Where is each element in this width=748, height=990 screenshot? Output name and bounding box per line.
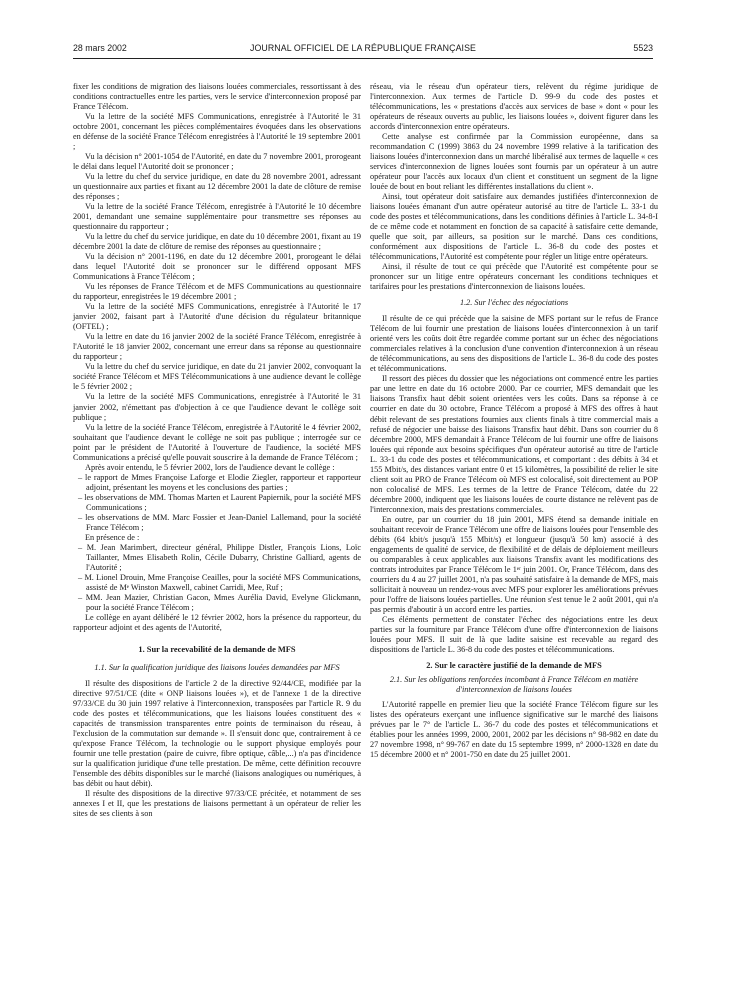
paragraph: Vu la lettre de la société France Télécom, enregistrée à l'Autorité le 4 février 2002, souhaitant que l'audience devant le collège ne soit pas publique ; interrogée sur ce point par le président de l'Autorité à l'ouverture de l'audience, la société MFS Communications a précisé qu'elle pouvait souscrire à la demande de France Télécom ;	[73, 422, 361, 462]
subsection-heading: 1.2. Sur l'échec des négociations	[459, 298, 569, 308]
paragraph: Ainsi, il résulte de tout ce qui précède que l'Autorité est compétente pour se prononcer sur un litige entre opérateurs concernant les conditions techniques et tarifaires pour les prestations d'interconnexion de liaisons louées.	[370, 262, 658, 292]
list-item: – le rapport de Mmes Françoise Laforge et Elodie Ziegler, rapporteur et rapporteur adjoint, présentant les moyens et les conclusions des parties ;	[78, 472, 361, 492]
paragraph: Ainsi, tout opérateur doit satisfaire aux demandes justifiées d'interconnexion de liaisons louées émanant d'un autre opérateur autorisé au titre de l'article L. 33-1 du code des postes et télécommunications, dans les conditions définies à l'article L. 34-8-I de ce même code et notamment en fonction de sa capacité à satisfaire cette demande, quelle que soit, par ailleurs, sa position sur le marché. Dans ces conditions, conformément aux dispositions de l'article L. 36-8 du code des postes et télécommunications, l'Autorité est compétente pour régler un litige entre opérateurs.	[370, 192, 658, 262]
presence-list	[73, 543, 361, 613]
paragraph: Il résulte des dispositions de l'article 2 de la directive 92/44/CE, modifiée par la directive 97/51/CE (dite « ONP liaisons louées »), et de l'annexe 1 de la directive 97/33/CE du 30 juin 1997 relative à l'interconnexion, transposées par l'article R. 9 du code des postes et télécommunications, que les liaisons louées constituent des « capacités de transmission transparentes entre points de terminaison du réseau, à l'exclusion de la commutation sur demande ». Il s'ensuit donc que, contrairement à ce qu'expose France Télécom, la technologie ou le support physique employés pour fournir une telle prestation (paire de cuivre, fibre optique, câble,...) n'a pas d'incidence sur la qualification juridique d'une telle prestation. De même, cette définition recouvre l'ensemble des débits disponibles sur le marché (liaisons analogiques ou numériques, à bas débit ou haut débit).	[73, 678, 361, 789]
paragraph: Vu la lettre en date du 16 janvier 2002 de la société France Télécom, enregistrée à l'Autorité le 18 janvier 2002, concernant une erreur dans sa réponse au questionnaire du rapporteur ;	[73, 332, 361, 362]
paragraph: Vu la lettre de la société MFS Communications, enregistrée à l'Autorité le 31 janvier 2002, n'émettant pas d'objection à ce que l'audience devant le collège soit publique ;	[73, 392, 361, 422]
paragraph: Il résulte de ce qui précède que la saisine de MFS portant sur le refus de France Télécom de lui fournir une prestation de liaisons louées d'interconnexion à un tarif orienté vers les coûts doit être regardée comme portant sur un échec des négociations commerciales relatives à la conclusion d'une convention d'interconnexion à un réseau de télécommunications, au sens des dispositions de l'article L. 36-8 du code des postes et télécommunications.	[370, 314, 658, 374]
paragraph: Vu la lettre de la société France Télécom, enregistrée à l'Autorité le 10 décembre 2001, demandant une semaine supplémentaire pour transmettre ses réponses au questionnaire du rapporteur ;	[73, 202, 361, 232]
header-date: 28 mars 2002	[73, 43, 127, 53]
paragraph: L'Autorité rappelle en premier lieu que la société France Télécom figure sur les listes des opérateurs exerçant une influence significative sur le marché des liaisons prévues par le 7° de l'article L. 36-7 du code des postes et télécommunications et établies pour les années 1999, 2000, 2001, 2002 par les décisions n° 98-982 en date du 27 novembre 1998, n° 99-767 en date du 15 septembre 1999, n° 2000-1328 en date du 15 décembre 2000 et n° 2001-750 en date du 25 juillet 2001.	[370, 699, 658, 759]
paragraph: En présence de :	[85, 532, 140, 542]
paragraph: Vu la décision n° 2001-1054 de l'Autorité, en date du 7 novembre 2001, prorogeant le délai dans lequel l'Autorité doit se prononcer ;	[73, 152, 361, 172]
subsection-heading: 2.1. Sur les obligations renforcées incombant à France Télécom en matière d'interconnexion de liaisons louées	[389, 674, 639, 694]
section-heading: 2. Sur le caractère justifié de la demande de MFS	[426, 660, 602, 670]
paragraph: réseau, via le réseau d'un opérateur tiers, relèvent du régime juridique de l'interconnexion. Aux termes de l'article D. 99-9 du code des postes et télécommunications, les « prestations d'accès aux services de base » dont « pour les opérateurs de réseaux ouverts au public, les liaisons louées », doivent figurer dans les accords d'interconnexion entre opérateurs.	[370, 82, 658, 132]
paragraph: Après avoir entendu, le 5 février 2002, lors de l'audience devant le collège :	[85, 462, 335, 472]
left-column	[73, 82, 361, 819]
list-item: – les observations de MM. Thomas Marten et Laurent Papiernik, pour la société MFS Communications ;	[78, 492, 361, 512]
page-number: 5523	[633, 43, 653, 53]
paragraph: Vu la lettre de la société MFS Communications, enregistrée à l'Autorité le 31 octobre 2001, concernant les pièces complémentaires évoquées dans les observations en défense de la société France Télécom enregistrées à l'Autorité le 19 septembre 2001 ;	[73, 112, 361, 152]
paragraph: fixer les conditions de migration des liaisons louées commerciales, ressortissant à des conditions contractuelles entre les parties, vers le service d'interconnexion proposé par France Télécom.	[73, 82, 361, 112]
paragraph: Cette analyse est confirmée par la Commission européenne, dans sa recommandation C (1999) 3863 du 24 novembre 1999 relative à la tarification des liaisons louées d'interconnexion dans un marché libéralisé aux termes de laquelle « ces services d'interconnexion de lignes louées sont fournis par un opérateur à un autre opérateur pour l'accès aux locaux d'un client et constituent un segment de la ligne louée de bout en bout reliant les différentes installations du client ».	[370, 132, 658, 192]
section-heading: 1. Sur la recevabilité de la demande de MFS	[138, 644, 296, 654]
paragraph: Vu la lettre du chef du service juridique, en date du 10 décembre 2001, fixant au 19 décembre 2001 la date de clôture de remise des réponses au questionnaire ;	[73, 232, 361, 252]
heard-list	[73, 473, 361, 533]
paragraph: Vu la lettre de la société MFS Communications, enregistrée à l'Autorité le 17 janvier 2002, faisant part à l'Autorité d'une décision du régulateur britannique (OFTEL) ;	[73, 302, 361, 332]
list-item: – M. Lionel Drouin, Mme Françoise Ceailles, pour la société MFS Communications, assisté de Mᵉ Winston Maxwell, cabinet Carridi, Mee, Ruf ;	[78, 572, 361, 592]
subsection-heading: 1.1. Sur la qualification juridique des liaisons louées demandées par MFS	[94, 662, 340, 672]
paragraph: Vu la décision n° 2001-1196, en date du 12 décembre 2001, prorogeant le délai dans lequel l'Autorité doit se prononcer sur le différend opposant MFS Communications à France Télécom ;	[73, 252, 361, 282]
list-item: – les observations de MM. Marc Fossier et Jean-Daniel Lallemand, pour la société France Télécom ;	[78, 512, 361, 532]
paragraph: Le collège en ayant délibéré le 12 février 2002, hors la présence du rapporteur, du rapporteur adjoint et des agents de l'Autorité,	[73, 612, 361, 632]
list-item: – MM. Jean Mazier, Christian Gacon, Mmes Aurélia David, Evelyne Glickmann, pour la société France Télécom ;	[78, 592, 361, 612]
paragraph: Ces éléments permettent de constater l'échec des négociations entre les deux parties sur la fourniture par France Télécom d'une offre d'interconnexion de liaisons louées pour MFS. Il suit de là que ladite saisine est recevable au regard des dispositions de l'article L. 36-8 du code des postes et télécommunications.	[370, 614, 658, 654]
paragraph: Vu la lettre du chef du service juridique, en date du 28 novembre 2001, adressant un questionnaire aux parties et fixant au 12 décembre 2001 la date de clôture de remise des réponses ;	[73, 172, 361, 202]
list-item: – M. Jean Marimbert, directeur général, Philippe Distler, François Lions, Loïc Taillanter, Mmes Elisabeth Rolin, Cécile Dubarry, Christine Galliard, agents de l'Autorité ;	[78, 542, 361, 572]
paragraph: Il résulte des dispositions de la directive 97/33/CE précitée, et notamment de ses annexes I et II, que les prestations de liaisons permettant à un opérateur de relier les sites de ses clients à son	[73, 789, 361, 819]
right-column	[370, 82, 658, 760]
page-header	[73, 43, 653, 57]
journal-title: JOURNAL OFFICIEL DE LA RÉPUBLIQUE FRANÇAISE	[249, 43, 477, 53]
paragraph: En outre, par un courrier du 18 juin 2001, MFS étend sa demande initiale en souhaitant recevoir de France Télécom une offre de liaisons louées pour l'ensemble des débits (64 kbit/s jusqu'à 155 Mbit/s) et longueur (jusqu'à 50 km) associé à des engagements de qualité de service, de flexibilité et de délais de déploiement meilleurs ou comparables à ceux applicables aux liaisons Transfix avant les modifications des contrats introduites par France Télécom le 1ᵉʳ juin 2001. Or, France Télécom, dans des courriers du 4 au 27 juillet 2001, n'a pas souhaité satisfaire à la demande de MFS, mais sollicitait à nouveau un rendez-vous avec MFS pour explorer les améliorations prévues pour l'offre de liaisons louées partielles. Une réunion s'est tenue le 2 août 2001, qui n'a pas permis d'aboutir à un accord entre les parties.	[370, 514, 658, 614]
paragraph: Vu la lettre du chef du service juridique, en date du 21 janvier 2002, convoquant la société France Télécom et MFS Télécommunications à une audience devant le collège le 5 février 2002 ;	[73, 362, 361, 392]
paragraph: Vu les réponses de France Télécom et de MFS Communications au questionnaire du rapporteur, enregistrées le 19 décembre 2001 ;	[73, 282, 361, 302]
paragraph: Il ressort des pièces du dossier que les négociations ont commencé entre les parties par une lettre en date du 16 octobre 2000. Par ce courrier, MFS demandait que les liaisons Transfix haut débit soient orientées vers les coûts. Dans sa réponse à ce courrier en date du 30 octobre, France Télécom a proposé à MFS des offres à haut débit relevant de ses prestations fournies aux clients finals à titre commercial mais a refusé de négocier une baisse des liaisons Transfix haut débit. Dans son courrier du 8 décembre 2000, MFS demandait à France Télécom de lui fournir une offre de liaisons louées qui réponde aux besoins spécifiques d'un opérateur autorisé au titre de l'article L. 33-1 du code des postes et télécommunications, et comportant : des débits à 34 et 155 Mbit/s, des distances variant entre 0 et 15 kilomètres, la possibilité de relier le site client soit au PRO de France Télécom où MFS est colocalisé, soit directement au POP non colocalisé de MFS. Les termes de la lettre de France Télécom, datée du 22 décembre 2000, indiquent que les liaisons louées de courte distance ne relèvent pas de l'interconnexion, mais des prestations commerciales.	[370, 374, 658, 514]
header-rule	[73, 58, 653, 59]
